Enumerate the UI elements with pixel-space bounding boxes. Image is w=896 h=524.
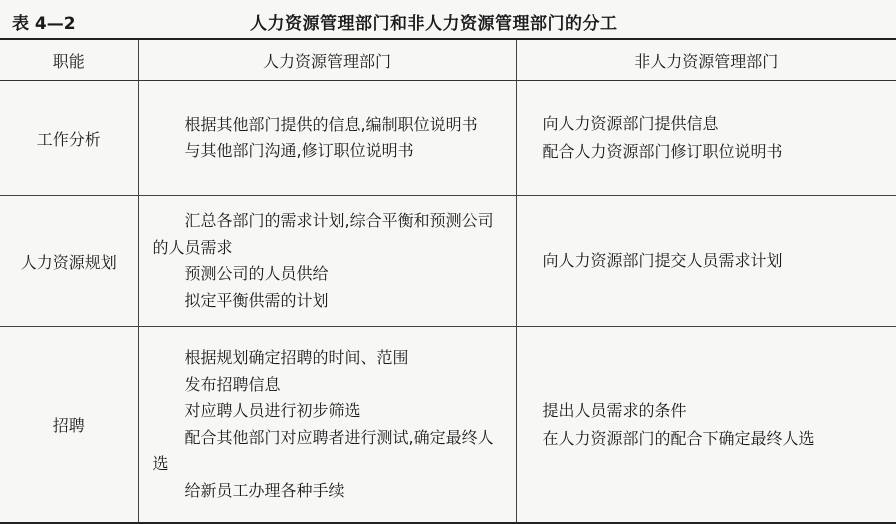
hr-duty: 配合其他部门对应聘者进行测试,确定最终人选 [152, 427, 494, 473]
table-row [0, 327, 896, 524]
table-title: 人力资源管理部门和非人力资源管理部门的分工 [250, 14, 618, 34]
hr-duties-cell [138, 327, 516, 524]
table-row [0, 196, 896, 327]
hr-duty: 与其他部门沟通,修订职位说明书 [184, 141, 414, 160]
hr-duty: 汇总各部门的需求计划,综合平衡和预测公司的人员需求 [152, 211, 494, 257]
header-row [0, 40, 896, 81]
hr-duty: 拟定平衡供需的计划 [184, 290, 329, 310]
non-hr-duties-cell [516, 81, 896, 196]
hr-duty: 给新员工办理各种手续 [184, 480, 345, 500]
hr-duty: 根据其他部门提供的信息,编制职位说明书 [184, 114, 478, 134]
hr-duties-cell [138, 196, 516, 327]
header-function: 职能 [0, 40, 138, 81]
non-hr-duties-cell [516, 327, 896, 524]
non-hr-duty: 向人力资源部门提供信息 [542, 114, 719, 133]
hr-duty: 预测公司的人员供给 [184, 264, 329, 283]
hr-duty: 发布招聘信息 [184, 374, 281, 394]
hr-duties-cell [138, 81, 516, 196]
non-hr-duty: 配合人力资源部门修订职位说明书 [542, 142, 783, 161]
function-cell: 人力资源规划 [0, 196, 138, 327]
header-non-hr-department: 非人力资源管理部门 [516, 40, 896, 81]
hr-duty: 根据规划确定招聘的时间、范围 [184, 348, 409, 367]
function-cell: 工作分析 [0, 81, 138, 196]
table-number: 表 4—2 [12, 14, 76, 34]
hr-duty: 对应聘人员进行初步筛选 [184, 401, 361, 420]
non-hr-duty: 提出人员需求的条件 [542, 400, 687, 420]
table-caption [0, 0, 896, 36]
table-row [0, 81, 896, 196]
non-hr-duty: 向人力资源部门提交人员需求计划 [542, 251, 783, 270]
function-cell: 招聘 [0, 327, 138, 524]
non-hr-duty: 在人力资源部门的配合下确定最终人选 [542, 428, 815, 448]
division-of-labor-table [0, 40, 896, 524]
header-hr-department: 人力资源管理部门 [138, 40, 516, 81]
non-hr-duties-cell [516, 196, 896, 327]
